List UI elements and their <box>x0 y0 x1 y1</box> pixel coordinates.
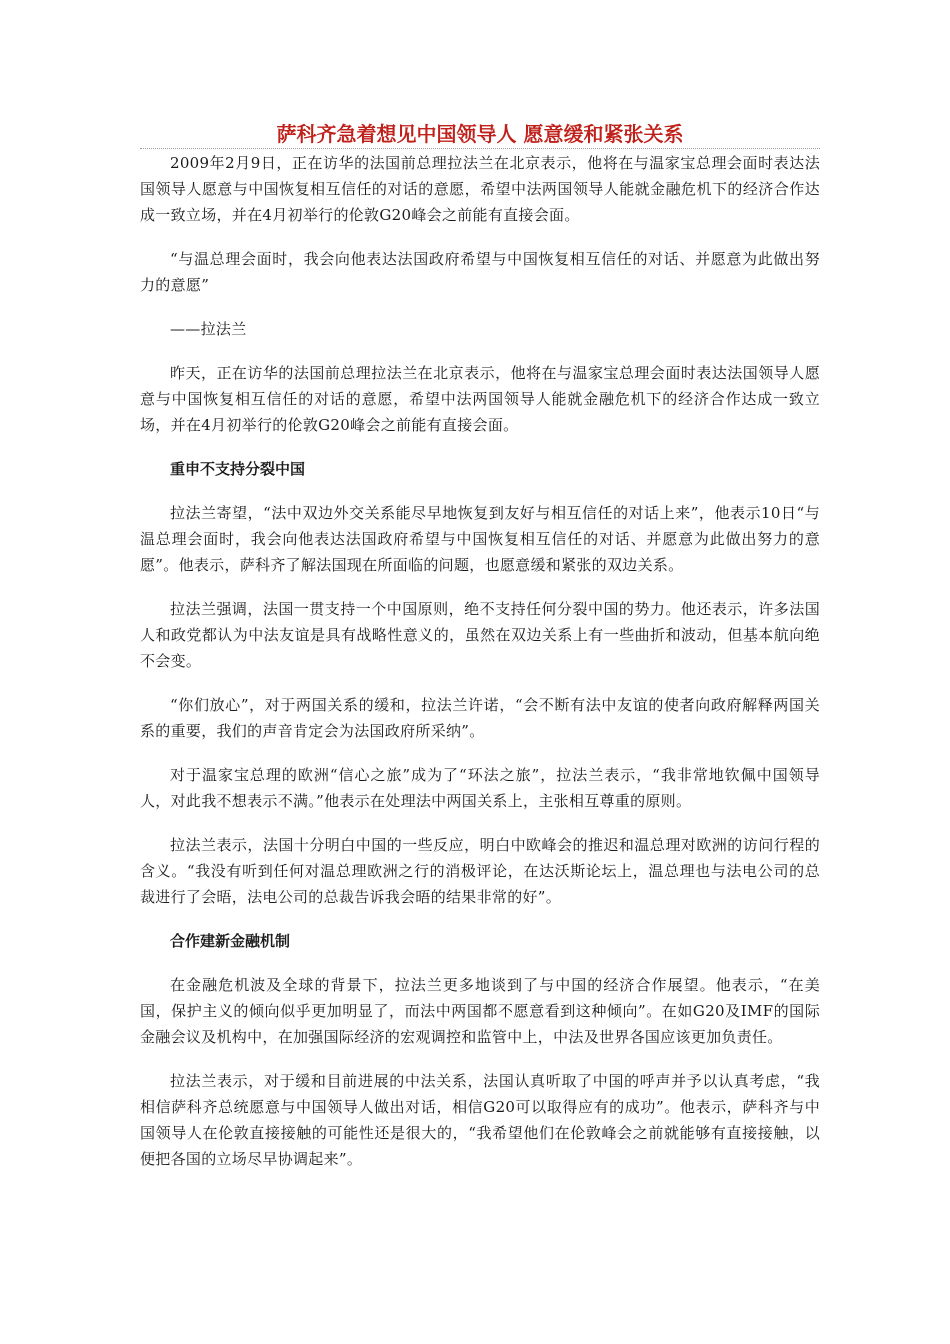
article-body <box>140 150 820 1172</box>
article-title: 萨科齐急着想见中国领导人 愿意缓和紧张关系 <box>276 122 684 146</box>
paragraph-gap <box>140 1050 820 1068</box>
paragraph-quote-attribution: ——拉法兰 <box>170 320 247 338</box>
paragraph-intro: 2009年2月9日，正在访华的法国前总理拉法兰在北京表示，他将在与温家宝总理会面时表达法国领导人愿意与中国恢复相互信任的对话的意愿，希望中法两国领导人能就金融危机下的经济合作达成一致立场，并在4月初举行的伦敦G20峰会之前能有直接会面。 <box>140 154 820 224</box>
paragraph-gap <box>140 744 820 762</box>
paragraph-emphasis: 拉法兰强调，法国一贯支持一个中国原则，绝不支持任何分裂中国的势力。他还表示，许多法国人和政党都认为中法友谊是具有战略性意义的，虽然在双边关系上有一些曲折和波动，但基本航向绝不会变。 <box>140 600 820 670</box>
paragraph-gap <box>140 298 820 316</box>
paragraph-g20: 拉法兰表示，对于缓和目前进展的中法关系，法国认真听取了中国的呼声并予以认真考虑，“我相信萨科齐总统愿意与中国领导人做出对话，相信G20可以取得应有的成功”。他表示，萨科齐与中国领导人在伦敦直接接触的可能性还是很大的，“我希望他们在伦敦峰会之前就能够有直接接触，以便把各国的立场尽早协调起来”。 <box>140 1072 820 1168</box>
title-divider <box>140 148 820 149</box>
paragraph-understanding: 拉法兰表示，法国十分明白中国的一些反应，明白中欧峰会的推迟和温总理对欧洲的访问行程的含义。“我没有听到任何对温总理欧洲之行的消极评论，在达沃斯论坛上，温总理也与法电公司的总裁进行了会晤，法电公司的总裁告诉我会晤的结果非常的好”。 <box>140 836 820 906</box>
paragraph-gap <box>140 910 820 928</box>
paragraph-assurance: “你们放心”，对于两国关系的缓和，拉法兰许诺，“会不断有法中友谊的使者向政府解释两国关系的重要，我们的声音肯定会为法国政府所采纳”。 <box>140 696 820 740</box>
paragraph-gap <box>140 674 820 692</box>
paragraph-gap <box>140 438 820 456</box>
paragraph-yesterday: 昨天，正在访华的法国前总理拉法兰在北京表示，他将在与温家宝总理会面时表达法国领导人愿意与中国恢复相互信任的对话的意愿，希望中法两国领导人能就金融危机下的经济合作达成一致立场，并在4月初举行的伦敦G20峰会之前能有直接会面。 <box>140 364 820 434</box>
paragraph-gap <box>140 228 820 246</box>
paragraph-confidence-tour: 对于温家宝总理的欧洲“信心之旅”成为了“环法之旅”，拉法兰表示，“我非常地钦佩中国领导人，对此我不想表示不满。”他表示在处理法中两国关系上，主张相互尊重的原则。 <box>140 766 820 810</box>
paragraph-gap <box>140 482 820 500</box>
section-heading-one-china: 重申不支持分裂中国 <box>170 460 306 478</box>
paragraph-gap <box>140 954 820 972</box>
paragraph-economic-cooperation: 在金融危机波及全球的背景下，拉法兰更多地谈到了与中国的经济合作展望。他表示，“在美国，保护主义的倾向似乎更加明显了，而法中两国都不愿意看到这种倾向”。在如G20及IMF的国际金融会议及机构中，在加强国际经济的宏观调控和监管中上，中法及世界各国应该更加负责任。 <box>140 976 820 1046</box>
paragraph-gap <box>140 578 820 596</box>
paragraph-gap <box>140 342 820 360</box>
paragraph-quote: “与温总理会面时，我会向他表达法国政府希望与中国恢复相互信任的对话、并愿意为此做出努力的意愿” <box>140 250 820 294</box>
section-heading-finance: 合作建新金融机制 <box>170 932 291 950</box>
paragraph-gap <box>140 814 820 832</box>
paragraph-hope: 拉法兰寄望，“法中双边外交关系能尽早地恢复到友好与相互信任的对话上来”，他表示10日“与温总理会面时，我会向他表达法国政府希望与中国恢复相互信任的对话、并愿意为此做出努力的意愿”。他表示，萨科齐了解法国现在所面临的问题，也愿意缓和紧张的双边关系。 <box>140 504 820 574</box>
